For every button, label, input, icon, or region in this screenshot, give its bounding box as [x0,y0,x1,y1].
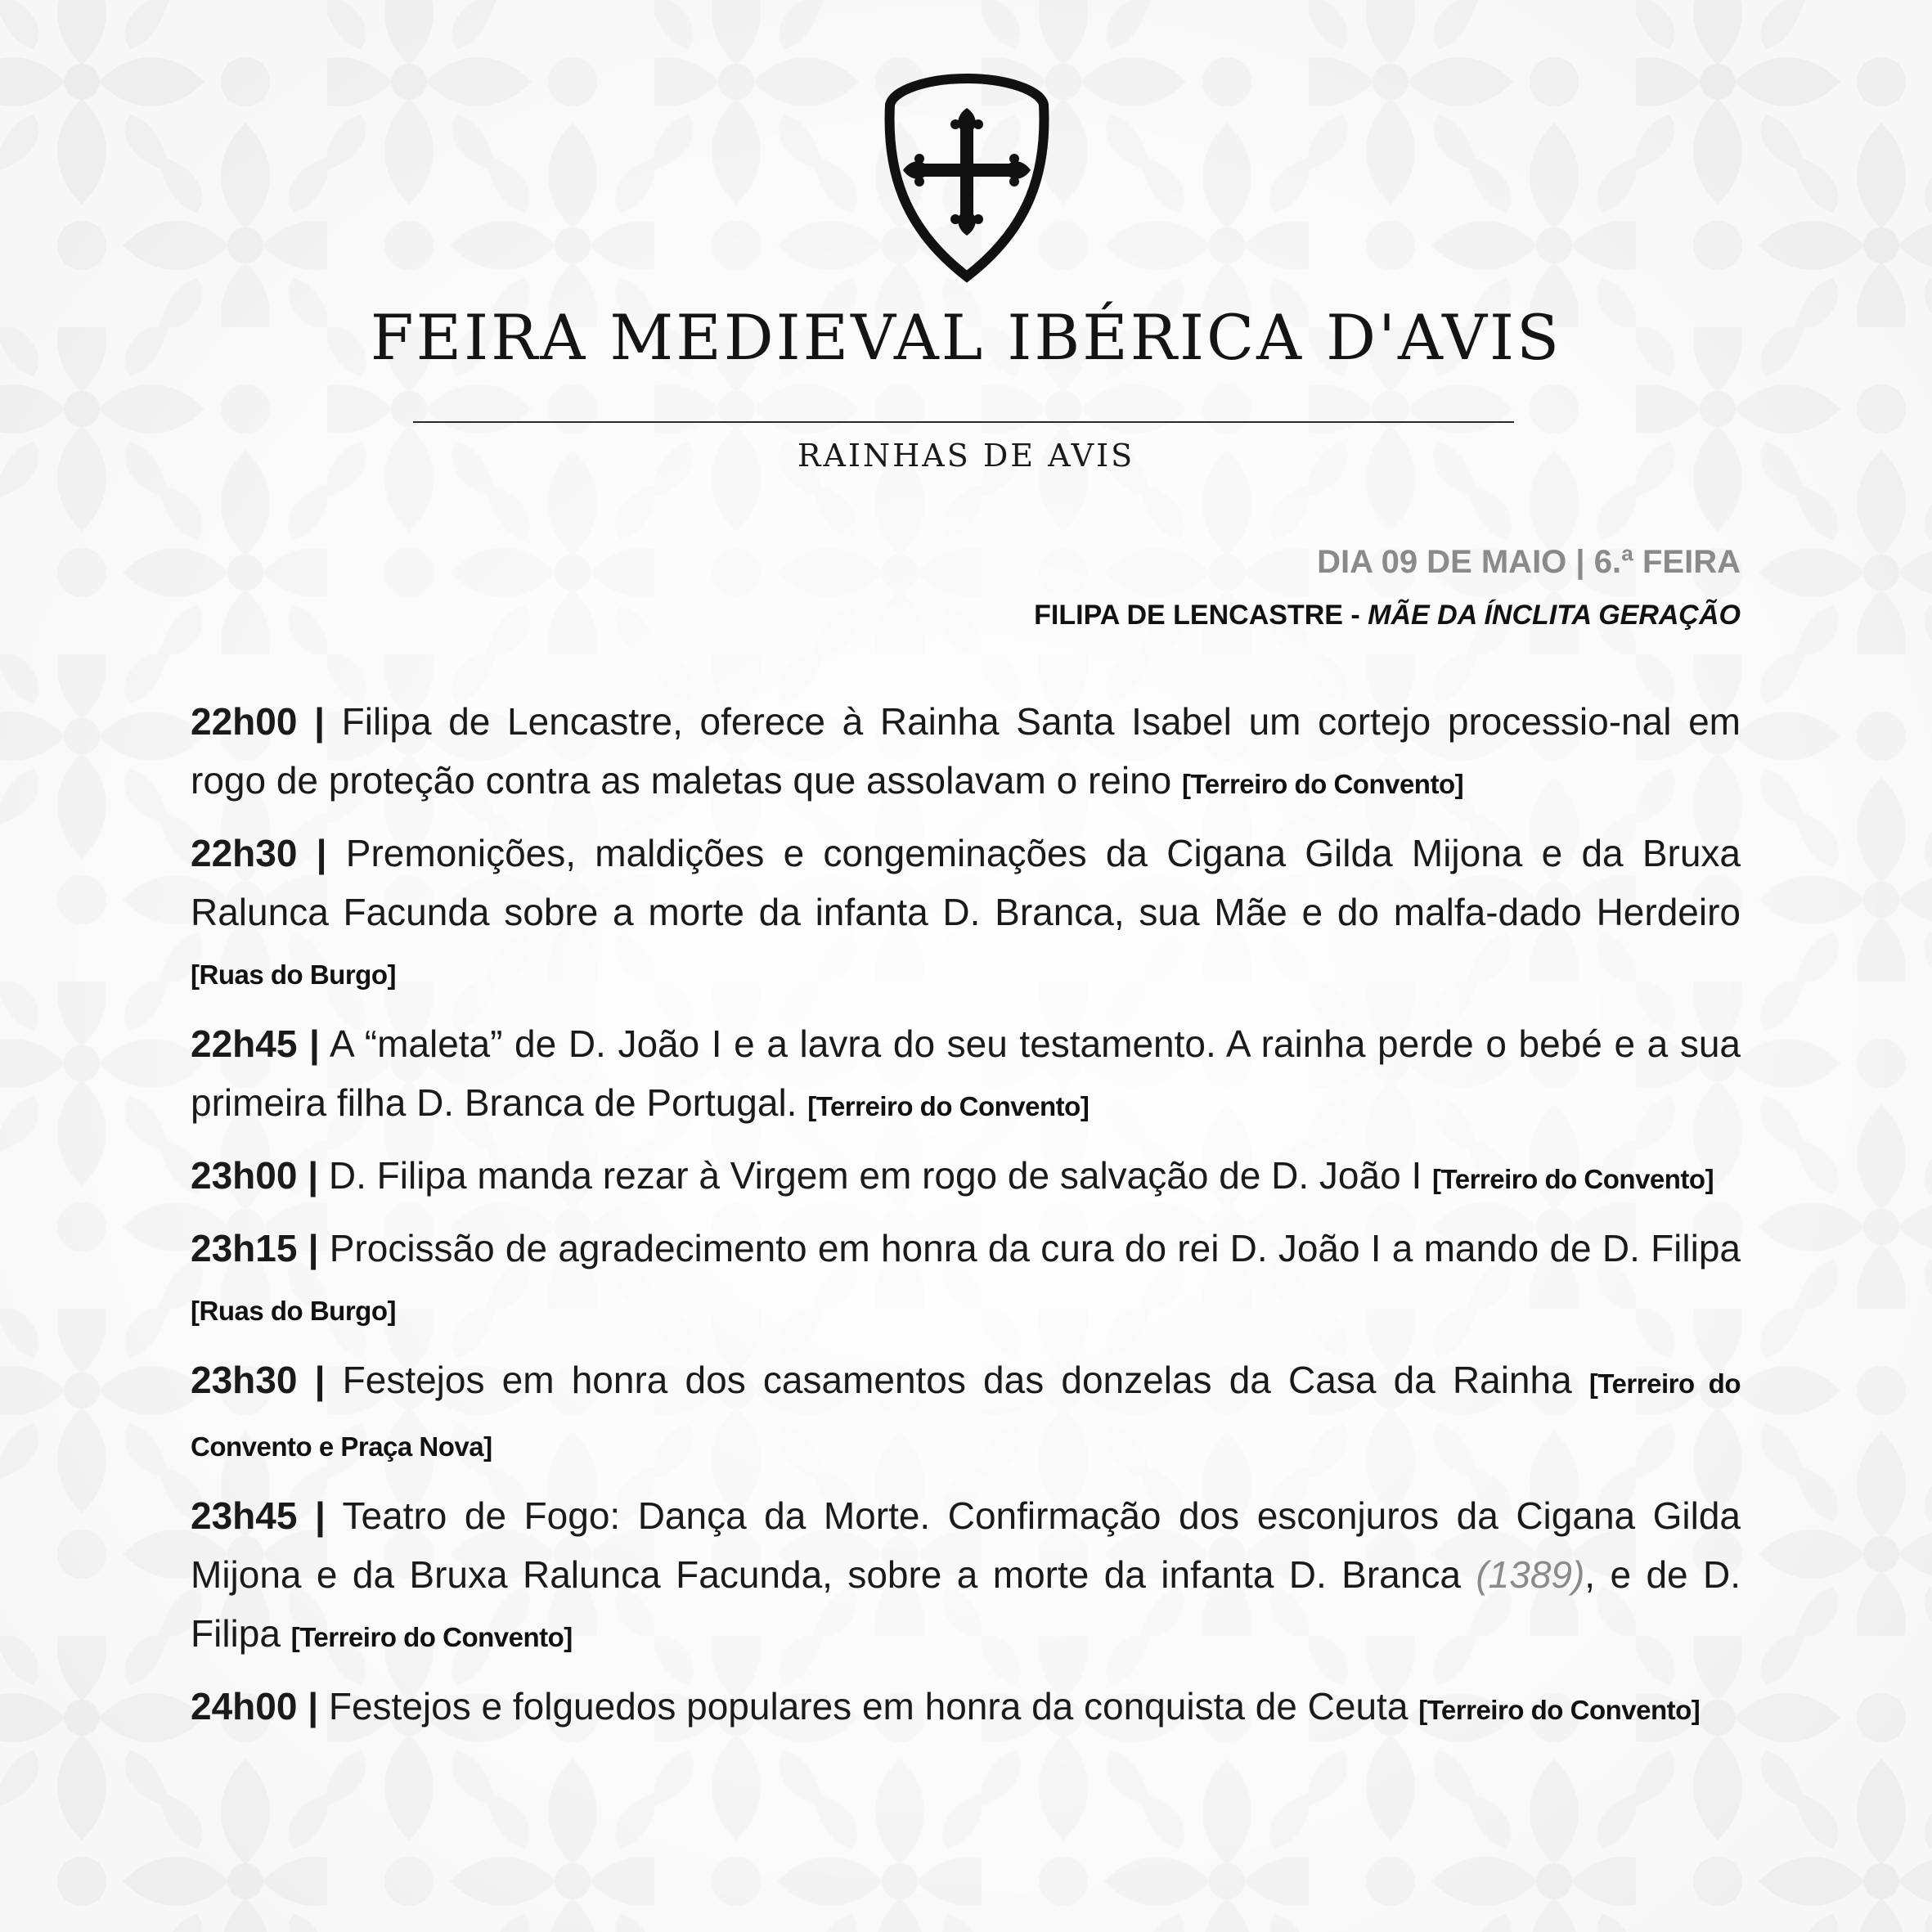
schedule-entry [191,1350,1741,1476]
cross-fleury-shield-icon [883,72,1051,283]
entry-location: [Terreiro do Convento e Praça Nova] [191,1368,1741,1462]
entry-location: [Terreiro do Convento] [1418,1695,1701,1725]
day-theme [1034,600,1741,631]
theme-name: FILIPA DE LENCASTRE - [1034,600,1360,631]
entry-text: Filipa de Lencastre, oferece à Rainha Santa Isabel um cortejo processio-nal em rogo de proteção contra as maletas que assolavam o reino [191,700,1741,802]
entry-time: 23h30 | [191,1359,326,1401]
title-divider [413,421,1514,423]
entry-time: 23h00 | [191,1154,319,1197]
schedule-entry [191,1486,1741,1667]
theme-epithet: MÃE DA ÍNCLITA GERAÇÃO [1368,600,1741,631]
schedule-entry [191,1014,1741,1136]
entry-text: A “maleta” de D. João I e a lavra do seu testamento. A rainha perde o bebé e a sua primeira filha D. Branca de Portugal. [191,1022,1741,1124]
event-title: FEIRA MEDIEVAL IBÉRICA D'AVIS [370,301,1562,374]
entry-time: 22h45 | [191,1022,320,1065]
schedule-entry [191,824,1741,1004]
entry-location: [Ruas do Burgo] [191,1296,396,1326]
entry-text: Festejos em honra dos casamentos das donzelas da Casa da Rainha [342,1359,1572,1401]
schedule-entry [191,692,1741,814]
schedule-entry [191,1677,1741,1740]
entry-text: D. Filipa manda rezar à Virgem em rogo de salvação de D. João I [328,1154,1422,1197]
entry-time: 23h45 | [191,1494,326,1537]
entry-time: 24h00 | [191,1685,319,1728]
schedule-list [191,692,1741,1750]
day-label: DIA 09 DE MAIO | 6.ª FEIRA [1317,544,1741,580]
entry-text: Teatro de Fogo: Dança da Morte. Confirmação dos esconjuros da Cigana Gilda Mijona e da Bruxa Ralunca Facunda, sobre a morte da infanta D. Branca [191,1494,1741,1596]
entry-time: 22h00 | [191,700,325,743]
entry-time: 22h30 | [191,832,327,874]
entry-location: [Terreiro do Convento] [1182,769,1464,799]
entry-text: Premonições, maldições e congeminações da Cigana Gilda Mijona e da Bruxa Ralunca Facunda sobre a morte da infanta D. Branca, sua Mãe e do malfa-dado Herdeiro [191,832,1741,933]
entry-location: [Terreiro do Convento] [290,1622,573,1652]
entry-location: [Ruas do Burgo] [191,959,396,990]
entry-text: Festejos e folguedos populares em honra da conquista de Ceuta [328,1685,1409,1728]
entry-text-after: , e de D. Filipa [191,1553,1741,1655]
schedule-entry [191,1146,1741,1209]
entry-year-note: (1389) [1476,1553,1585,1596]
schedule-entry [191,1219,1741,1341]
entry-location: [Terreiro do Convento] [1432,1164,1714,1194]
entry-time: 23h15 | [191,1227,319,1269]
entry-text: Procissão de agradecimento em honra da cura do rei D. João I a mando de D. Filipa [329,1227,1741,1269]
entry-location: [Terreiro do Convento] [807,1091,1090,1121]
event-subtitle: RAINHAS DE AVIS [797,438,1135,474]
